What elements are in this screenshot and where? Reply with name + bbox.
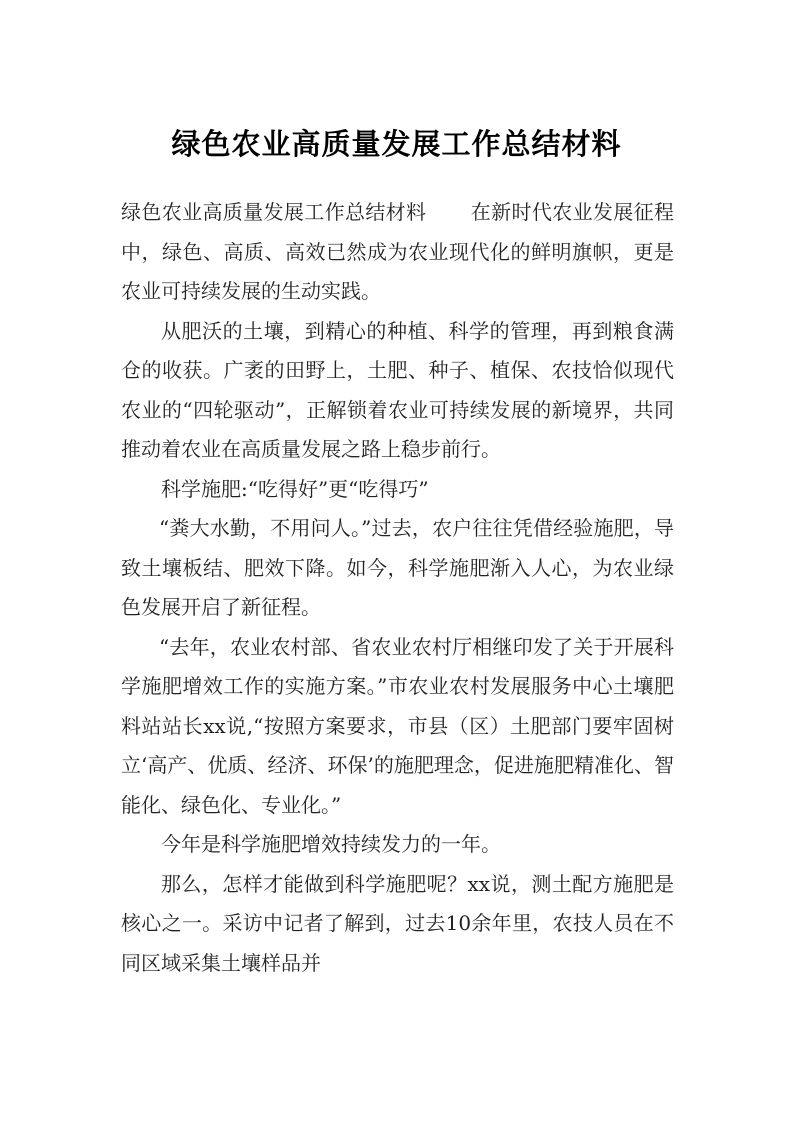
paragraph-1: 从肥沃的土壤，到精心的种植、科学的管理，再到粮食满仓的收获。广袤的田野上，土肥、种子、植保、农技恰似现代农业的“四轮驱动”，正解锁着农业可持续发展的新境界，共同推动着农业在高质量发展之路上稳步前行。 — [121, 318, 674, 461]
paragraph-4: 今年是科学施肥增效持续发力的一年。 — [161, 832, 501, 856]
paragraph-2: “粪大水勤，不用问人。”过去，农户往往凭借经验施肥，导致土壤板结、肥效下降。如今，科学施肥渐入人心，为农业绿色发展开启了新征程。 — [121, 516, 674, 619]
document-title: 绿色农业高质量发展工作总结材料 — [171, 127, 622, 161]
intro-title-repeat: 绿色农业高质量发展工作总结材料 — [121, 200, 427, 224]
document-body — [121, 193, 674, 983]
paragraph-3: “去年，农业农村部、省农业农村厅相继印发了关于开展科学施肥增效工作的实施方案。”市农业农村发展服务中心土壤肥料站站长xx说,“按照方案要求，市县（区）土肥部门要牢固树立‘高产、优质、经济、环保’的施肥理念，促进施肥精准化、智能化、绿色化、专业化。” — [121, 634, 674, 817]
intro-paragraph — [121, 193, 674, 312]
paragraph-5: 那么，怎样才能做到科学施肥呢？xx说，测土配方施肥是核心之一。采访中记者了解到，过去10余年里，农技人员在不同区域采集土壤样品并 — [121, 871, 674, 975]
intro-text: 在新时代农业发展征程中，绿色、高质、高效已然成为农业现代化的鲜明旗帜，更是农业可持续发展的生动实践。 — [121, 200, 675, 303]
section-heading: 科学施肥:“吃得好”更“吃得巧” — [161, 476, 429, 501]
